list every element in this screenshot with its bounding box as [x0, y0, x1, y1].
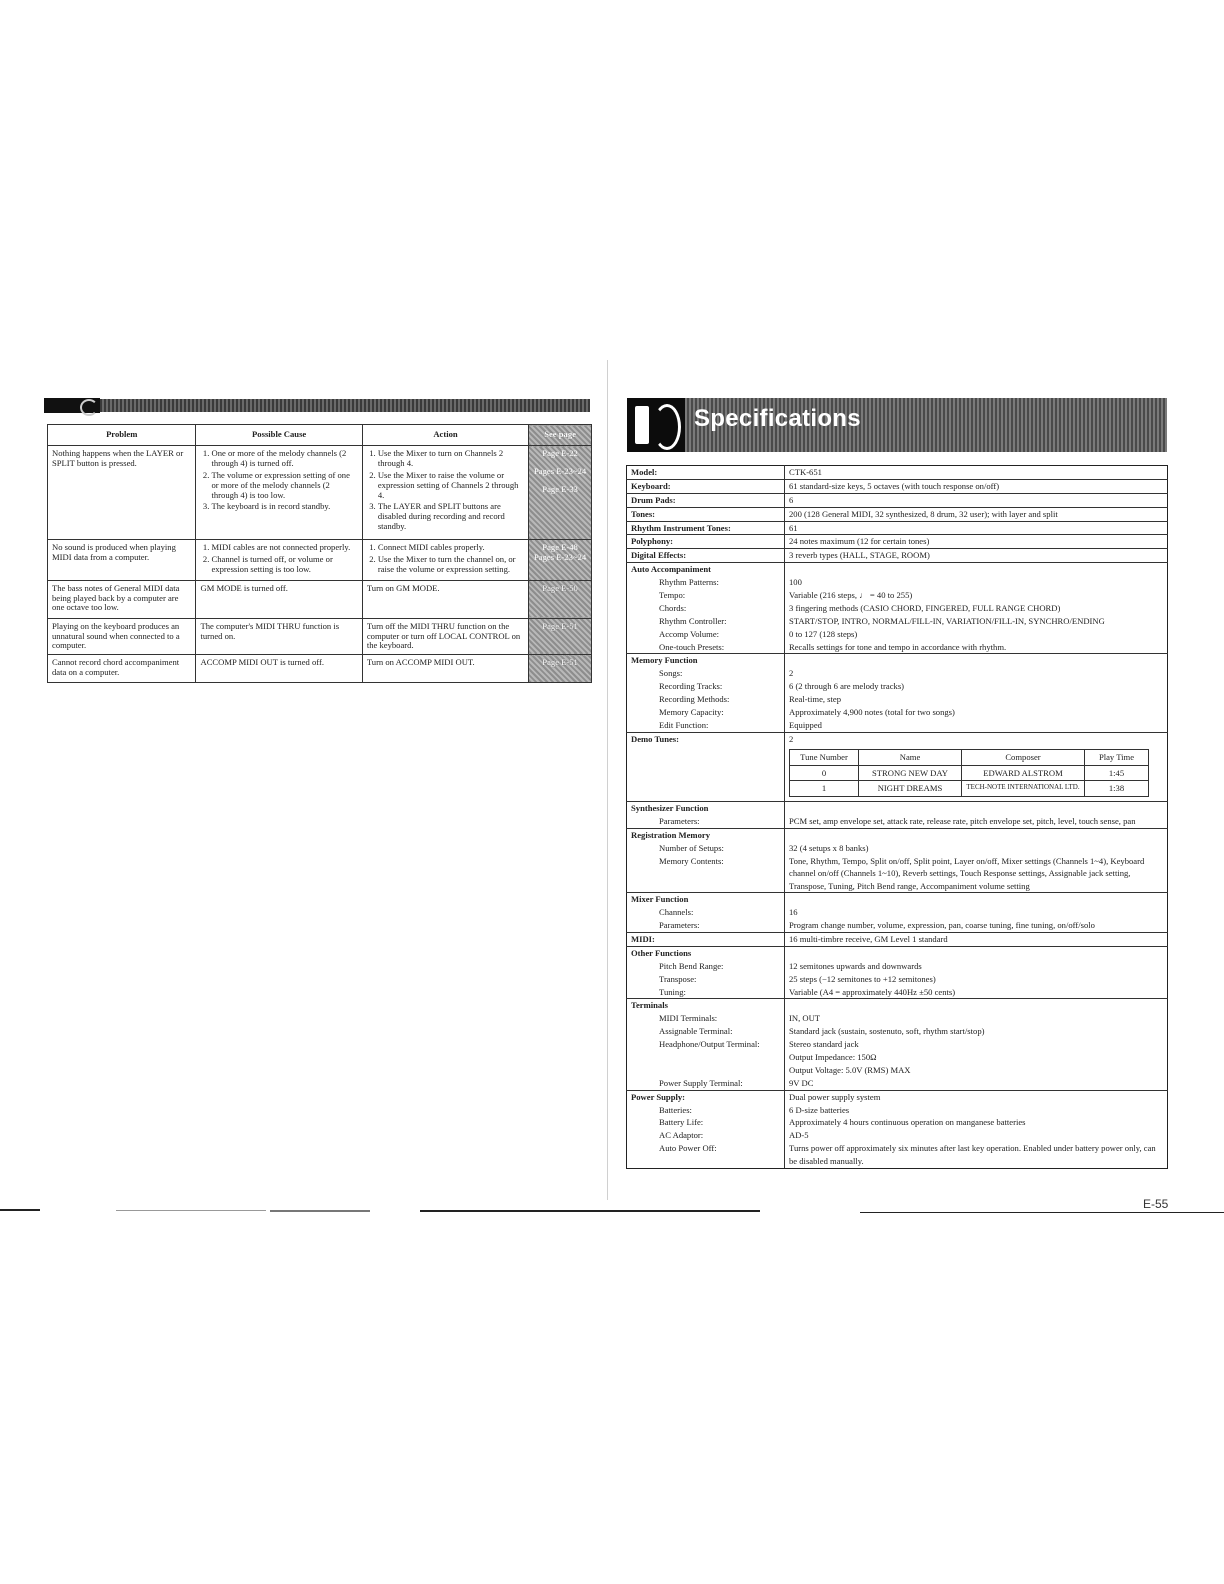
- spec-label: Model:: [627, 466, 785, 480]
- spec-group-label: Mixer Function: [627, 893, 785, 906]
- spec-row: [627, 919, 1168, 932]
- spec-row-rhythm-tones: [627, 521, 1168, 535]
- col-header-cause: Possible Cause: [196, 425, 362, 446]
- demo-cell: 0: [790, 765, 859, 781]
- demo-cell: STRONG NEW DAY: [859, 765, 962, 781]
- cause-item: 1. One or more of the melody channels (2 through 4) is turned off.: [211, 449, 357, 469]
- spec-row-keyboard: [627, 479, 1168, 493]
- spec-row: [627, 1142, 1168, 1168]
- spec-value: START/STOP, INTRO, NORMAL/FILL-IN, VARIATION/FILL-IN, SYNCHRO/ENDING: [789, 615, 1105, 626]
- spec-row: [627, 602, 1168, 615]
- spec-value: 6: [785, 493, 1168, 507]
- spec-label: Polyphony:: [627, 535, 785, 549]
- spec-label: Digital Effects:: [627, 549, 785, 563]
- spec-value: 3 fingering methods (CASIO CHORD, FINGERED, FULL RANGE CHORD): [789, 602, 1061, 613]
- spec-label: Keyboard:: [627, 479, 785, 493]
- spec-value: 6 D-size batteries: [789, 1104, 850, 1115]
- spec-row: [627, 1104, 1168, 1117]
- see-page-cell: [529, 540, 592, 581]
- problem-cell: The bass notes of General MIDI data being played back by a computer are one octave too low.: [48, 580, 196, 618]
- table-row: [48, 618, 592, 655]
- spec-label: Edit Function:: [627, 719, 785, 732]
- spec-label: Recording Tracks:: [627, 680, 785, 693]
- footer-rule: [116, 1210, 266, 1211]
- spec-value: 16 multi-timbre receive, GM Level 1 standard: [785, 932, 1168, 946]
- spec-value: 12 semitones upwards and downwards: [789, 960, 922, 971]
- action-cell: [362, 446, 528, 540]
- spec-value: Approximately 4,900 notes (total for two songs): [789, 707, 955, 718]
- action-item: 2. Use the Mixer to raise the volume or expression setting of Channels 2 through 4.: [378, 471, 524, 501]
- spec-value: 3 reverb types (HALL, STAGE, ROOM): [785, 549, 1168, 563]
- spec-label: Pitch Bend Range:: [627, 960, 785, 973]
- spec-label: Parameters:: [627, 919, 785, 932]
- spec-row-tones: [627, 507, 1168, 521]
- spec-label: Assignable Terminal:: [627, 1025, 785, 1038]
- spec-value: 61: [785, 521, 1168, 535]
- demo-col-header: Composer: [962, 749, 1085, 765]
- cause-item: 1. MIDI cables are not connected properly.: [211, 543, 357, 553]
- cause-item: 3. The keyboard is in record standby.: [211, 502, 357, 512]
- cause-cell: GM MODE is turned off.: [196, 580, 362, 618]
- spec-value: 200 (128 General MIDI, 32 synthesized, 8 drum, 32 user); with layer and split: [785, 507, 1168, 521]
- spec-label: Tones:: [627, 507, 785, 521]
- spec-row: [627, 1077, 1168, 1090]
- table-header-row: [48, 425, 592, 446]
- troubleshooting-table: [47, 424, 592, 683]
- spec-row: [627, 1025, 1168, 1038]
- spec-group-label: Other Functions: [627, 946, 785, 959]
- spec-value: 6 (2 through 6 are melody tracks): [789, 681, 905, 692]
- spec-row: [627, 1038, 1168, 1051]
- spec-value: 16: [789, 907, 798, 918]
- table-row: [790, 765, 1149, 781]
- col-header-action: Action: [362, 425, 528, 446]
- demo-cell: 1: [790, 781, 859, 797]
- spec-value: 0 to 127 (128 steps): [789, 628, 858, 639]
- page-ref: Page E-33: [542, 483, 578, 494]
- spec-group-registration: [627, 829, 1168, 842]
- spec-group-power: [627, 1090, 1168, 1103]
- spec-row-drum-pads: [627, 493, 1168, 507]
- action-cell: Turn off the MIDI THRU function on the computer or turn off LOCAL CONTROL on the keyboard.: [362, 618, 528, 655]
- page-ref: Page E-48: [542, 542, 578, 552]
- page-number: E-55: [1143, 1197, 1169, 1211]
- demo-cell: NIGHT DREAMS: [859, 781, 962, 797]
- spec-value: Output Voltage: 5.0V (RMS) MAX: [789, 1064, 911, 1075]
- action-item: 3. The LAYER and SPLIT buttons are disabled during recording and record standby.: [378, 502, 524, 532]
- spec-group-label: Registration Memory: [627, 829, 785, 842]
- spec-value: 25 steps (−12 semitones to +12 semitones): [789, 973, 936, 984]
- demo-cell: TECH-NOTE INTERNATIONAL LTD.: [962, 781, 1085, 797]
- demo-count: 2: [789, 733, 794, 744]
- spec-row-polyphony: [627, 535, 1168, 549]
- page-ref: Pages E-23~24: [534, 551, 587, 562]
- spec-label: MIDI Terminals:: [627, 1012, 785, 1025]
- spec-label: Drum Pads:: [627, 493, 785, 507]
- spec-label: Recording Methods:: [627, 693, 785, 706]
- spec-row: [627, 680, 1168, 693]
- spec-label: Number of Setups:: [627, 842, 785, 855]
- spec-value: Variable (A4 = approximately 440Hz ±50 cents): [789, 986, 956, 997]
- spec-label: [627, 1064, 785, 1077]
- demo-cell: 1:38: [1085, 781, 1149, 797]
- spec-group-synth: [627, 802, 1168, 815]
- spec-row: [627, 693, 1168, 706]
- spec-group-label: Auto Accompaniment: [627, 563, 785, 576]
- spec-value: [785, 732, 1168, 802]
- specifications-table: [626, 465, 1168, 1169]
- spec-value: CTK-651: [785, 466, 1168, 480]
- demo-header-row: [790, 749, 1149, 765]
- action-item: 1. Use the Mixer to turn on Channels 2 through 4.: [378, 449, 524, 469]
- spec-value: 24 notes maximum (12 for certain tones): [785, 535, 1168, 549]
- spec-value: 61 standard-size keys, 5 octaves (with touch response on/off): [785, 479, 1168, 493]
- spec-row: [627, 960, 1168, 973]
- spec-group-label: Demo Tunes:: [627, 732, 785, 802]
- spec-row: [627, 576, 1168, 589]
- page-ref: Page E-22: [542, 448, 578, 458]
- spec-row: [627, 815, 1168, 828]
- spec-value: AD-5: [789, 1130, 809, 1141]
- spec-label: Rhythm Controller:: [627, 615, 785, 628]
- spec-row: [627, 1012, 1168, 1025]
- footer-rule: [860, 1212, 1224, 1213]
- spec-row: [627, 1051, 1168, 1064]
- problem-cell: Nothing happens when the LAYER or SPLIT button is pressed.: [48, 446, 196, 540]
- see-page-cell: Page E-51: [529, 655, 592, 683]
- spec-value: Variable (216 steps, ♩ = 40 to 255): [789, 590, 913, 601]
- spec-group-terminals: [627, 999, 1168, 1012]
- spec-label: Channels:: [627, 906, 785, 919]
- spec-row-model: [627, 466, 1168, 480]
- table-row: [790, 781, 1149, 797]
- spec-group-label: Synthesizer Function: [627, 802, 785, 815]
- table-row: [48, 540, 592, 581]
- page-fold-line: [607, 360, 608, 1200]
- spec-row: [627, 1064, 1168, 1077]
- spec-value: 100: [789, 577, 802, 588]
- section-header-band: [44, 399, 590, 412]
- spec-value: Approximately 4 hours continuous operation on manganese batteries: [789, 1117, 1026, 1128]
- problem-cell: Cannot record chord accompaniment data on a computer.: [48, 655, 196, 683]
- see-page-cell: [529, 446, 592, 540]
- footer-rule: [270, 1210, 370, 1212]
- footer-rule: [0, 1209, 40, 1211]
- spec-label: One-touch Presets:: [627, 641, 785, 654]
- section-marker-icon: [44, 398, 100, 413]
- spec-label: Accomp Volume:: [627, 628, 785, 641]
- spec-row: [627, 628, 1168, 641]
- action-cell: Turn on GM MODE.: [362, 580, 528, 618]
- spec-value: Equipped: [789, 719, 822, 730]
- spec-group-label: Terminals: [627, 999, 785, 1012]
- spec-label: Auto Power Off:: [627, 1142, 785, 1168]
- spec-label: Power Supply Terminal:: [627, 1077, 785, 1090]
- spec-row-digital-effects: [627, 549, 1168, 563]
- spec-group-label: Power Supply:: [627, 1090, 785, 1103]
- spec-row: [627, 1129, 1168, 1142]
- spec-value: PCM set, amp envelope set, attack rate, release rate, pitch envelope set, pitch, level, touch sense, pan: [789, 816, 1136, 827]
- spec-label: Transpose:: [627, 973, 785, 986]
- spec-label: Headphone/Output Terminal:: [627, 1038, 785, 1051]
- demo-col-header: Play Time: [1085, 749, 1149, 765]
- spec-label: [627, 1051, 785, 1064]
- spec-label: Memory Contents:: [627, 855, 785, 893]
- page-title: Specifications: [694, 405, 861, 432]
- spec-row: [627, 855, 1168, 893]
- page-ref: Pages E-23~24: [534, 465, 587, 476]
- spec-label: Tempo:: [627, 589, 785, 602]
- spec-label: MIDI:: [627, 932, 785, 946]
- spec-value: Real-time, step: [789, 694, 842, 705]
- spec-label: Chords:: [627, 602, 785, 615]
- spec-row-midi: [627, 932, 1168, 946]
- spec-row: [627, 641, 1168, 654]
- spec-row: [627, 973, 1168, 986]
- spec-row: [627, 1116, 1168, 1129]
- spec-value: Dual power supply system: [785, 1090, 1168, 1103]
- col-header-problem: Problem: [48, 425, 196, 446]
- spec-row: [627, 986, 1168, 999]
- cause-item: 2. The volume or expression setting of one or more of the melody channels (2 through 4) is too low.: [211, 471, 357, 501]
- spec-value: Program change number, volume, expression, pan, coarse tuning, fine tuning, on/off/solo: [789, 920, 1095, 931]
- demo-tunes-table: [789, 749, 1149, 798]
- table-row: [48, 446, 592, 540]
- spec-label: Rhythm Instrument Tones:: [627, 521, 785, 535]
- problem-cell: Playing on the keyboard produces an unnatural sound when connected to a computer.: [48, 618, 196, 655]
- spec-value: Turns power off approximately six minutes after last key operation. Enabled under battery power only, can be disabled manually.: [785, 1142, 1168, 1168]
- cause-cell: [196, 446, 362, 540]
- cause-cell: ACCOMP MIDI OUT is turned off.: [196, 655, 362, 683]
- spec-value: Stereo standard jack: [789, 1039, 859, 1050]
- demo-cell: 1:45: [1085, 765, 1149, 781]
- table-row: [48, 655, 592, 683]
- spec-value: 9V DC: [789, 1077, 814, 1088]
- spec-row: [627, 906, 1168, 919]
- spec-label: Songs:: [627, 667, 785, 680]
- section-bracket-icon: [627, 398, 685, 452]
- spec-label: Memory Capacity:: [627, 706, 785, 719]
- spec-label: Rhythm Patterns:: [627, 576, 785, 589]
- spec-label: AC Adaptor:: [627, 1129, 785, 1142]
- see-page-cell: Page E-51: [529, 618, 592, 655]
- see-page-cell: Page E-50: [529, 580, 592, 618]
- spec-value: Output Impedance: 150Ω: [789, 1051, 877, 1062]
- spec-row: [627, 719, 1168, 732]
- spec-value: Tone, Rhythm, Tempo, Split on/off, Split point, Layer on/off, Mixer settings (Channels 1~4), Keyboard channel on/off (Channels 1~10), Reverb settings, Touch Response settings, Assignable jack setting, Transpose, Tuning, Pitch Bend range, Accompaniment volume setting: [789, 855, 1145, 891]
- footer-rule: [420, 1210, 760, 1212]
- spec-value: Standard jack (sustain, sostenuto, soft, rhythm start/stop): [789, 1026, 985, 1037]
- spec-group-other: [627, 946, 1168, 959]
- spec-row: [627, 667, 1168, 680]
- spec-group-auto-accompaniment: [627, 563, 1168, 576]
- action-item: 2. Use the Mixer to turn the channel on, or raise the volume or expression setting.: [378, 555, 524, 575]
- col-header-see-page: See page: [529, 425, 592, 446]
- spec-group-label: Memory Function: [627, 654, 785, 667]
- demo-col-header: Name: [859, 749, 962, 765]
- spec-row: [627, 842, 1168, 855]
- spec-row: [627, 706, 1168, 719]
- spec-group-demo-tunes: [627, 732, 1168, 802]
- table-row: [48, 580, 592, 618]
- spec-row: [627, 589, 1168, 602]
- spec-group-mixer: [627, 893, 1168, 906]
- demo-col-header: Tune Number: [790, 749, 859, 765]
- spec-row: [627, 615, 1168, 628]
- problem-cell: No sound is produced when playing MIDI data from a computer.: [48, 540, 196, 581]
- spec-label: Parameters:: [627, 815, 785, 828]
- cause-cell: The computer's MIDI THRU function is turned on.: [196, 618, 362, 655]
- spec-value: 32 (4 setups x 8 banks): [789, 843, 869, 854]
- spec-value: 2: [789, 668, 794, 679]
- action-item: 1. Connect MIDI cables properly.: [378, 543, 524, 553]
- spec-label: Battery Life:: [627, 1116, 785, 1129]
- spec-label: Tuning:: [627, 986, 785, 999]
- action-cell: Turn on ACCOMP MIDI OUT.: [362, 655, 528, 683]
- cause-cell: [196, 540, 362, 581]
- cause-item: 2. Channel is turned off, or volume or expression setting is too low.: [211, 555, 357, 575]
- spec-group-memory: [627, 654, 1168, 667]
- spec-label: Batteries:: [627, 1104, 785, 1117]
- demo-cell: EDWARD ALSTROM: [962, 765, 1085, 781]
- spec-value: IN, OUT: [789, 1013, 821, 1024]
- action-cell: [362, 540, 528, 581]
- spec-value: Recalls settings for tone and tempo in accordance with rhythm.: [789, 641, 1007, 652]
